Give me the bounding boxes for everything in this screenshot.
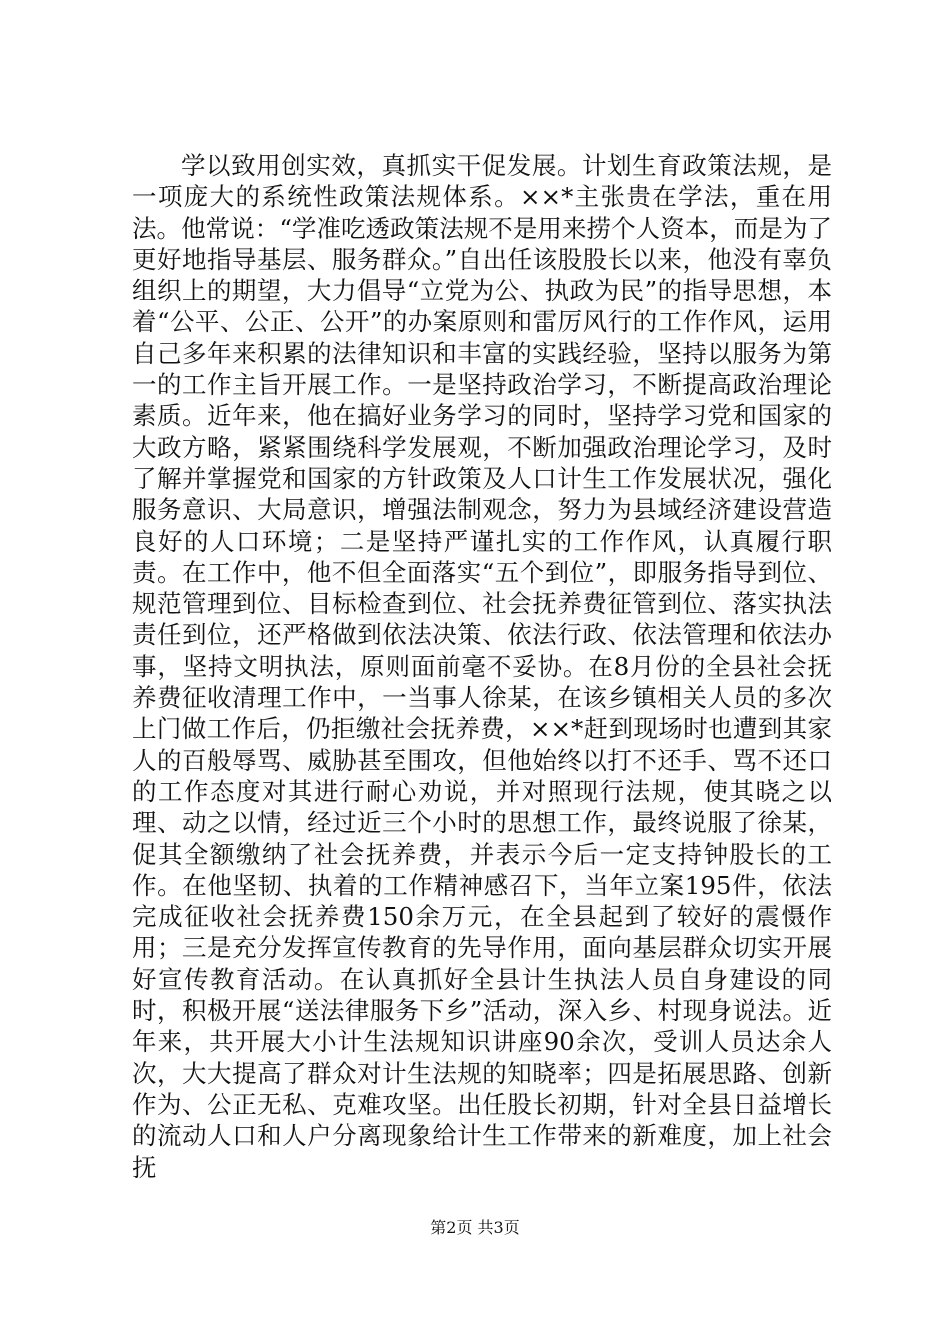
body-paragraph: 学以致用创实效，真抓实干促发展。计划生育政策法规，是一项庞大的系统性政策法规体系。××*主张贵在学法，重在用法。他常说：“学准吃透政策法规不是用来捞个人资本，而是为了更好地指导基层、服务群众。”自出任该股股长以来，他没有辜负组织上的期望，大力倡导“立党为公、执政为民”的指导思想，本着“公平、公正、公开”的办案原则和雷厉风行的工作作风，运用自己多年来积累的法律知识和丰富的实践经验，坚持以服务为第一的工作主旨开展工作。一是坚持政治学习，不断提高政治理论素质。近年来，他在搞好业务学习的同时，坚持学习党和国家的大政方略，紧紧围绕科学发展观，不断加强政治理论学习，及时了解并掌握党和国家的方针政策及人口计生工作发展状况，强化服务意识、大局意识，增强法制观念，努力为县域经济建设营造良好的人口环境；二是坚持严谨扎实的工作作风，认真履行职责。在工作中，他不但全面落实“五个到位”，即服务指导到位、规范管理到位、目标检查到位、社会抚养费征管到位、落实执法责任到位，还严格做到依法决策、依法行政、依法管理和依法办事，坚持文明执法，原则面前毫不妥协。在8月份的全县社会抚养费征收清理工作中，一当事人徐某，在该乡镇相关人员的多次上门做工作后，仍拒缴社会抚养费，××*赶到现场时也遭到其家人的百般辱骂、威胁甚至围攻，但他始终以打不还手、骂不还口的工作态度对其进行耐心劝说，并对照现行法规，使其晓之以理、动之以情，经过近三个小时的思想工作，最终说服了徐某，促其全额缴纳了社会抚养费，并表示今后一定支持钟股长的工作。在他坚韧、执着的工作精神感召下，当年立案195件，依法完成征收社会抚养费150余万元，在全县起到了较好的震慑作用；三是充分发挥宣传教育的先导作用，面向基层群众切实开展好宣传教育活动。在认真抓好全县计生执法人员自身建设的同时，积极开展“送法律服务下乡”活动，深入乡、村现身说法。近年来，共开展大小计生法规知识讲座90余次，受训人员达余人次，大大提高了群众对计生法规的知晓率；四是拓展思路、创新作为、公正无私、克难攻坚。出任股长初期，针对全县日益增长的流动人口和人户分离现象给计生工作带来的新难度，加上社会抚 [132, 151, 832, 1182]
page-footer: 第2页 共3页 [430, 1218, 520, 1237]
